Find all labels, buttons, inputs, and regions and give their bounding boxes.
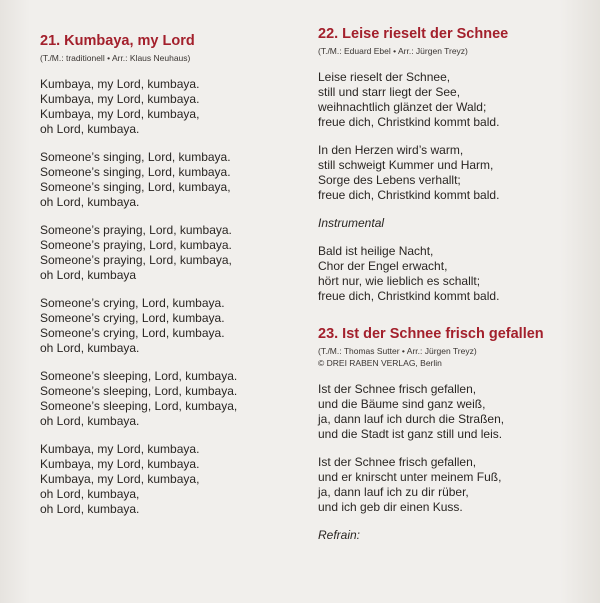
lyric-line: ja, dann lauf ich zu dir rüber, xyxy=(318,485,469,499)
lyric-line: Someone’s crying, Lord, kumbaya. xyxy=(40,296,225,310)
lyric-line: oh Lord, kumbaya xyxy=(40,268,137,282)
lyric-line: Someone’s praying, Lord, kumbaya, xyxy=(40,253,232,267)
stanza xyxy=(40,369,290,429)
lyric-line: oh Lord, kumbaya. xyxy=(40,502,140,516)
lyric-line: und ich geb dir einen Kuss. xyxy=(318,500,463,514)
stanza xyxy=(318,455,588,515)
lyric-line: Someone’s sleeping, Lord, kumbaya. xyxy=(40,369,238,383)
lyric-line: Someone’s singing, Lord, kumbaya, xyxy=(40,180,231,194)
lyric-line: Someone’s sleeping, Lord, kumbaya, xyxy=(40,399,238,413)
stanza xyxy=(40,150,290,210)
stanza-label: Instrumental xyxy=(318,216,385,230)
stanza xyxy=(318,70,588,130)
lyric-line: und die Stadt ist ganz still und leis. xyxy=(318,427,503,441)
lyric-line: freue dich, Christkind kommt bald. xyxy=(318,289,500,303)
lyric-line: still schweigt Kummer und Harm, xyxy=(318,158,494,172)
stanza xyxy=(318,382,588,442)
lyric-line: Kumbaya, my Lord, kumbaya, xyxy=(40,107,200,121)
stanza xyxy=(40,77,290,137)
lyric-line: Someone’s crying, Lord, kumbaya. xyxy=(40,326,225,340)
lyric-line: Someone’s praying, Lord, kumbaya. xyxy=(40,223,232,237)
lyric-line: Kumbaya, my Lord, kumbaya, xyxy=(40,472,200,486)
stanza xyxy=(40,296,290,356)
lyric-line: und er knirscht unter meinem Fuß, xyxy=(318,470,502,484)
lyric-line: Kumbaya, my Lord, kumbaya. xyxy=(40,442,200,456)
song-leise-rieselt xyxy=(318,25,588,304)
song-ist-der-schnee xyxy=(318,325,588,543)
lyric-line: freue dich, Christkind kommt bald. xyxy=(318,115,500,129)
lyric-line: Someone’s praying, Lord, kumbaya. xyxy=(40,238,232,252)
stanza xyxy=(318,244,588,304)
stanza xyxy=(40,223,290,283)
right-column xyxy=(318,20,588,543)
lyric-line: ja, dann lauf ich durch die Straßen, xyxy=(318,412,505,426)
lyric-line: Chor der Engel erwacht, xyxy=(318,259,448,273)
lyric-line: oh Lord, kumbaya. xyxy=(40,341,140,355)
song-title: 21. Kumbaya, my Lord xyxy=(40,33,195,49)
song-credit: (T./M.: Eduard Ebel • Arr.: Jürgen Treyz) xyxy=(318,46,468,56)
song-credit: (T./M.: traditionell • Arr.: Klaus Neuhaus) xyxy=(40,53,191,63)
stanza-label: Refrain: xyxy=(318,528,361,542)
lyric-line: Leise rieselt der Schnee, xyxy=(318,70,451,84)
song-title: 23. Ist der Schnee frisch gefallen xyxy=(318,326,544,342)
lyric-line: Someone’s sleeping, Lord, kumbaya. xyxy=(40,384,238,398)
lyric-line: Sorge des Lebens verhallt; xyxy=(318,173,461,187)
lyric-line: Someone’s singing, Lord, kumbaya. xyxy=(40,150,231,164)
song-credit: (T./M.: Thomas Sutter • Arr.: Jürgen Treyz) xyxy=(318,346,477,356)
lyric-line: Ist der Schnee frisch gefallen, xyxy=(318,382,477,396)
lyric-line: hört nur, wie lieblich es schallt; xyxy=(318,274,481,288)
left-column xyxy=(40,20,290,517)
lyric-line: Someone’s crying, Lord, kumbaya. xyxy=(40,311,225,325)
lyric-line: weihnachtlich glänzet der Wald; xyxy=(318,100,487,114)
song-kumbaya xyxy=(40,32,290,517)
lyric-line: Kumbaya, my Lord, kumbaya. xyxy=(40,457,200,471)
lyric-line: oh Lord, kumbaya. xyxy=(40,122,140,136)
song-title: 22. Leise rieselt der Schnee xyxy=(318,26,509,42)
song-credit: © DREI RABEN VERLAG, Berlin xyxy=(318,358,442,368)
lyric-line: und die Bäume sind ganz weiß, xyxy=(318,397,486,411)
lyric-line: Kumbaya, my Lord, kumbaya. xyxy=(40,77,200,91)
lyric-line: Kumbaya, my Lord, kumbaya. xyxy=(40,92,200,106)
lyric-line: Bald ist heilige Nacht, xyxy=(318,244,434,258)
lyric-line: Ist der Schnee frisch gefallen, xyxy=(318,455,477,469)
lyric-line: oh Lord, kumbaya. xyxy=(40,195,140,209)
stanza xyxy=(40,442,290,517)
stanza xyxy=(318,143,588,203)
stanza xyxy=(318,528,588,543)
lyric-line: In den Herzen wird’s warm, xyxy=(318,143,464,157)
lyric-line: freue dich, Christkind kommt bald. xyxy=(318,188,500,202)
lyric-line: oh Lord, kumbaya. xyxy=(40,414,140,428)
lyric-line: Someone’s singing, Lord, kumbaya. xyxy=(40,165,231,179)
lyric-line: oh Lord, kumbaya, xyxy=(40,487,140,501)
lyric-line: still und starr liegt der See, xyxy=(318,85,461,99)
stanza xyxy=(318,216,588,231)
